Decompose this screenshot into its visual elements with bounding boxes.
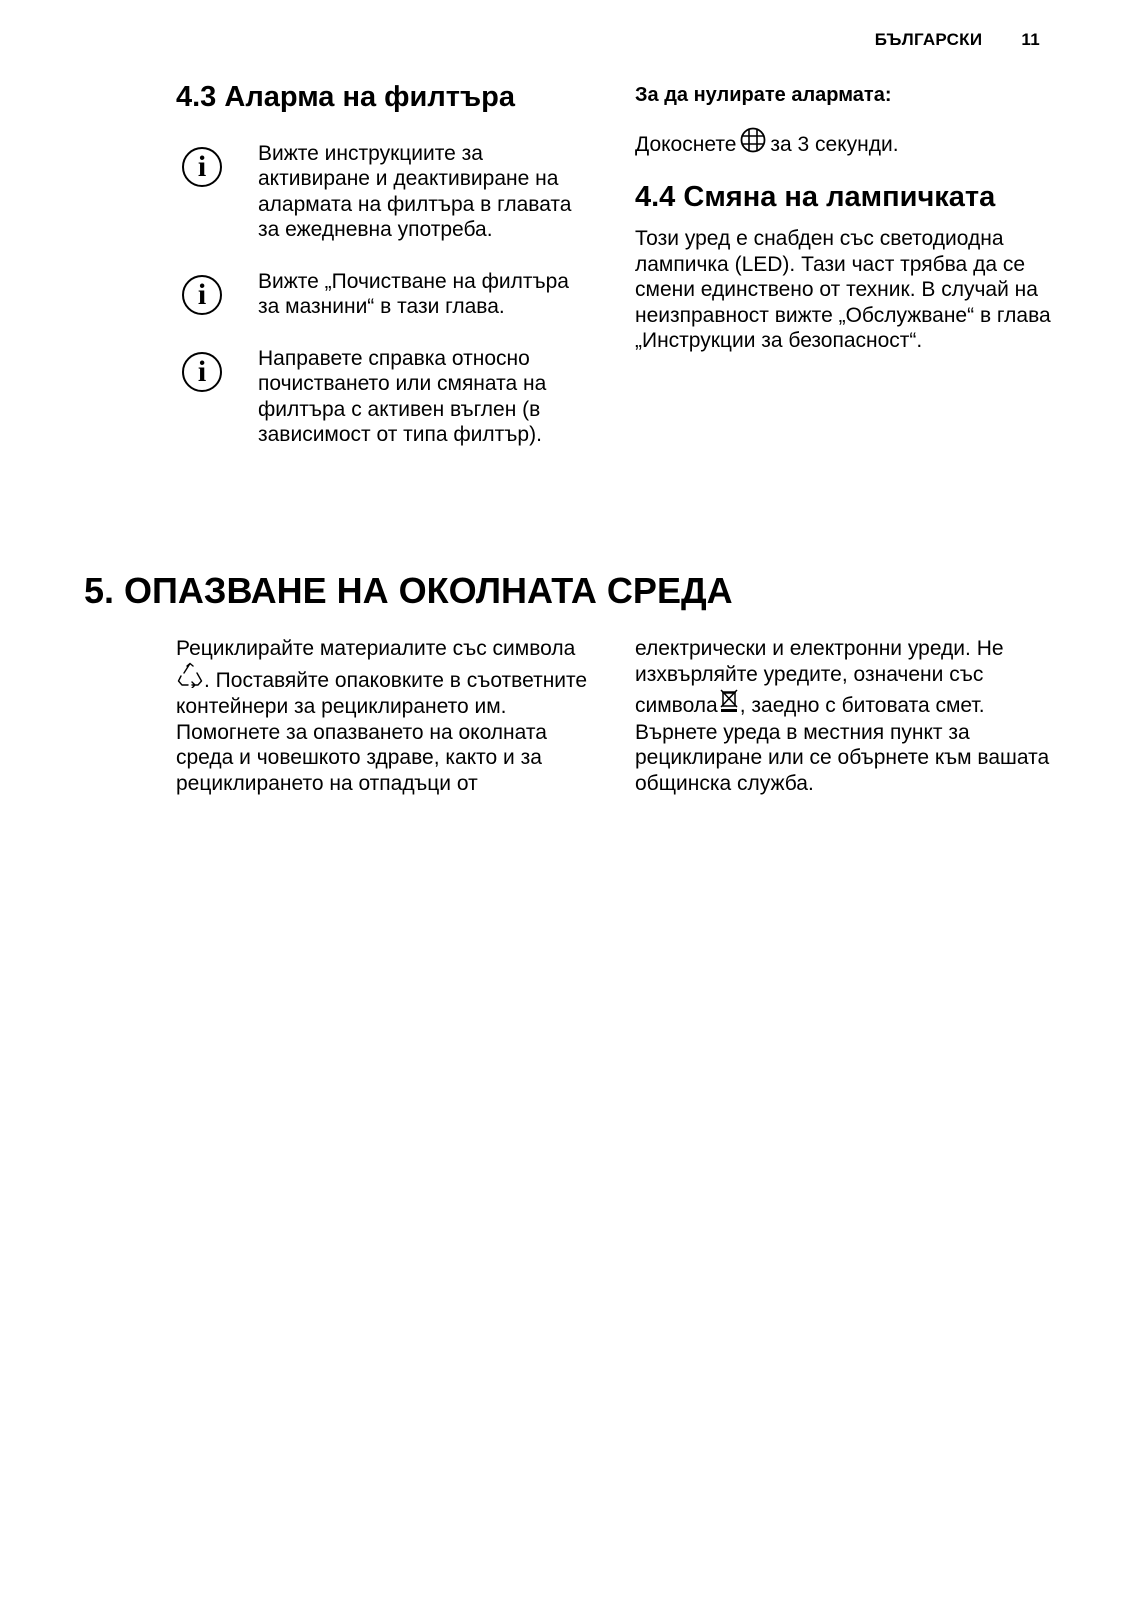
reset-alarm-text (635, 127, 1065, 160)
info-note-2 (176, 269, 576, 320)
section-4-3-title: 4.3 Аларма на филтъра (176, 81, 515, 113)
section-5-title: 5. ОПАЗВАНЕ НА ОКОЛНАТА СРЕДА (84, 570, 733, 611)
reset-text-after: за 3 секунди. (770, 133, 899, 156)
env-right-after: , заедно с битовата смет. Върнете уреда в местния пункт за рециклиране или се обърнете към вашата общинска служба. (635, 694, 1050, 795)
reset-text-before: Докоснете (635, 133, 737, 156)
section-4-4-title: 4.4 Смяна на лампичката (635, 180, 996, 213)
info-note-1 (176, 141, 576, 243)
section-5-left-text (176, 636, 596, 796)
page-header (875, 30, 1040, 50)
section-4-4-text: Този уред е снабден със светодиодна лампичка (LED). Тази част трябва да се смени единствено от техник. В случай на неизправност вижте „Обслужване“ в глава „Инструкции за безопасност“. (635, 227, 1051, 353)
info-note-3 (176, 346, 576, 448)
info-note-text: Вижте „Почистване на филтъра за мазнини“ в тази глава. (258, 269, 569, 319)
reset-alarm-title: За да нулирате алармата: (635, 84, 892, 106)
header-language: БЪЛГАРСКИ (874, 30, 983, 49)
grid-globe-icon (740, 127, 766, 160)
info-icon: i (182, 275, 222, 315)
section-4-3 (176, 80, 576, 474)
right-column (635, 84, 1065, 354)
env-right-before: електрически и електронни уреди. Не изхвърляйте уредите, означени със символа (635, 637, 1004, 717)
env-left-before: Рециклирайте материалите със символа (176, 637, 576, 660)
info-icon: i (182, 147, 222, 187)
crossed-bin-icon (719, 687, 739, 720)
info-icon: i (182, 352, 222, 392)
info-note-text: Вижте инструкциите за активиране и деактивиране на алармата на филтъра в главата за ежедневна употреба. (258, 141, 572, 242)
env-left-after: . Поставяйте опаковките в съответните контейнери за рециклирането им. Помогнете за опазването на околната среда и човешкото здраве, както и за рециклирането на отпадъци от (176, 668, 588, 795)
page-number: 11 (1021, 30, 1040, 49)
section-5-right-text (635, 636, 1065, 796)
recycle-icon (177, 662, 203, 695)
info-note-text: Направете справка относно почистването или смяната на филтъра с активен въглен (в зависимост от типа филтър). (258, 346, 547, 447)
